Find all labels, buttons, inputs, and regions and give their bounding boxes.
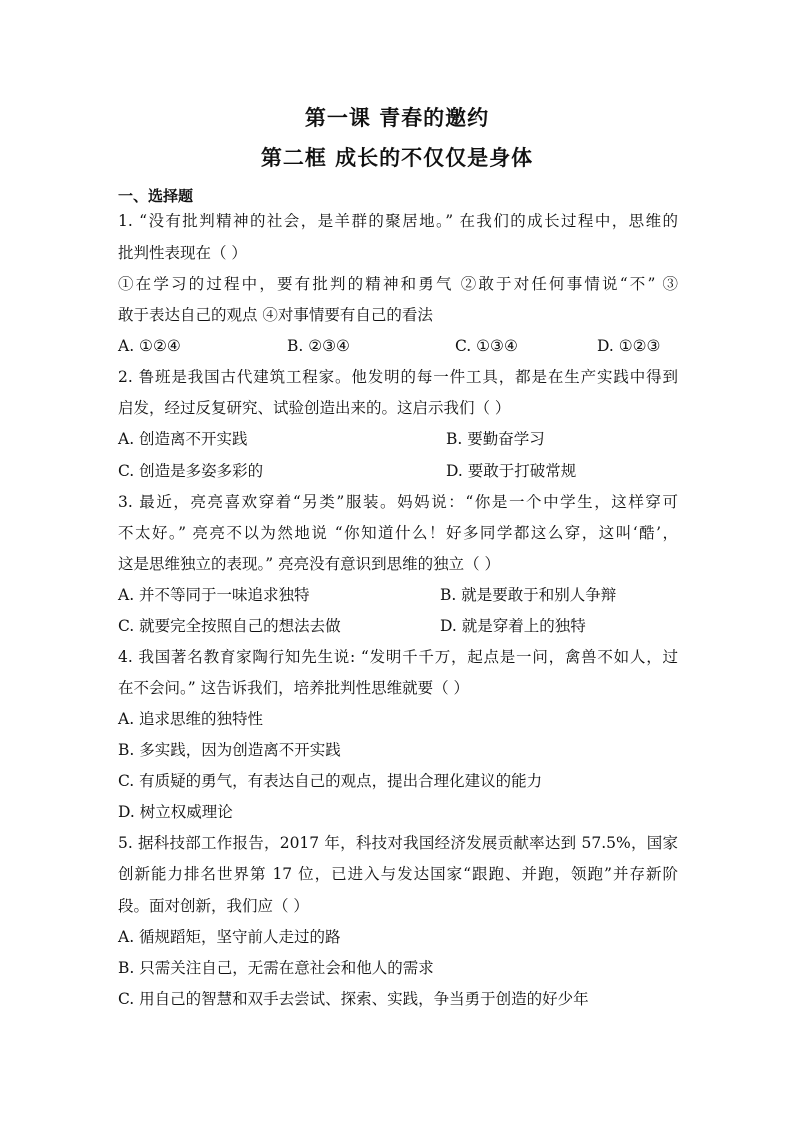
question-stem-line: 段。面对创新，我们应（ ） — [118, 897, 309, 915]
answer-option: C. ①③④ — [455, 337, 518, 355]
answer-option: B. ②③④ — [287, 337, 350, 355]
answer-option: A. 循规蹈矩，坚守前人走过的路 — [118, 928, 341, 946]
answer-option: A. ①②④ — [118, 337, 181, 355]
question-stem-line: 敢于表达自己的观点 ④对事情要有自己的看法 — [118, 306, 433, 324]
answer-option: D. 树立权威理论 — [118, 803, 233, 821]
answer-option: D. 就是穿着上的独特 — [440, 617, 586, 635]
question-stem-line: 批判性表现在（ ） — [118, 244, 247, 262]
lesson-title: 第一课 青春的邀约 — [304, 106, 490, 130]
section-heading: 一、选择题 — [118, 187, 194, 205]
answer-option: B. 只需关注自己，无需在意社会和他人的需求 — [118, 959, 434, 977]
question-stem-line: 这是思维独立的表现。” 亮亮没有意识到思维的独立（ ） — [118, 555, 501, 573]
question-stem-line: 2. 鲁班是我国古代建筑工程家。他发明的每一件工具，都是在生产实践中得到 — [118, 368, 678, 386]
question-stem-line: 5. 据科技部工作报告，2017 年，科技对我国经济发展贡献率达到 57.5%，国家 — [118, 834, 678, 852]
answer-option: A. 追求思维的独特性 — [118, 710, 264, 728]
question-stem-line: 1. “没有批判精神的社会，是羊群的聚居地。” 在我们的成长过程中，思维的 — [118, 212, 678, 230]
answer-option: A. 并不等同于一味追求独特 — [118, 586, 310, 604]
question-stem-line: ①在学习的过程中，要有批判的精神和勇气 ②敢于对任何事情说“不” ③ — [118, 275, 678, 293]
question-stem-line: 创新能力排名世界第 17 位，已进入与发达国家“跟跑、并跑，领跑”并存新阶 — [118, 865, 678, 883]
question-stem-line: 4. 我国著名教育家陶行知先生说: “发明千千万，起点是一问，禽兽不如人，过 — [118, 648, 678, 666]
answer-option: B. 要勤奋学习 — [446, 430, 545, 448]
answer-option: C. 创造是多姿多彩的 — [118, 462, 264, 480]
answer-option: C. 就要完全按照自己的想法去做 — [118, 617, 341, 635]
answer-option: A. 创造离不开实践 — [118, 430, 248, 448]
question-stem-line: 在不会问。” 这告诉我们，培养批判性思维就要（ ） — [118, 679, 470, 697]
answer-option: B. 多实践，因为创造离不开实践 — [118, 741, 341, 759]
lesson-subtitle: 第二框 成长的不仅仅是身体 — [260, 146, 534, 170]
answer-option: D. 要敢于打破常规 — [446, 462, 577, 480]
answer-option: B. 就是要敢于和别人争辩 — [440, 586, 617, 604]
question-stem-line: 不太好。” 亮亮不以为然地说 “你知道什么！好多同学都这么穿，这叫‘酷’， — [118, 524, 678, 542]
answer-option: D. ①②③ — [597, 337, 661, 355]
answer-option: C. 有质疑的勇气，有表达自己的观点，提出合理化建议的能力 — [118, 772, 543, 790]
answer-option: C. 用自己的智慧和双手去尝试、探索、实践，争当勇于创造的好少年 — [118, 990, 589, 1008]
question-stem-line: 启发，经过反复研究、试验创造出来的。这启示我们（ ） — [118, 399, 511, 417]
question-stem-line: 3. 最近，亮亮喜欢穿着“另类”服装。妈妈说：“你是一个中学生，这样穿可 — [118, 493, 678, 511]
